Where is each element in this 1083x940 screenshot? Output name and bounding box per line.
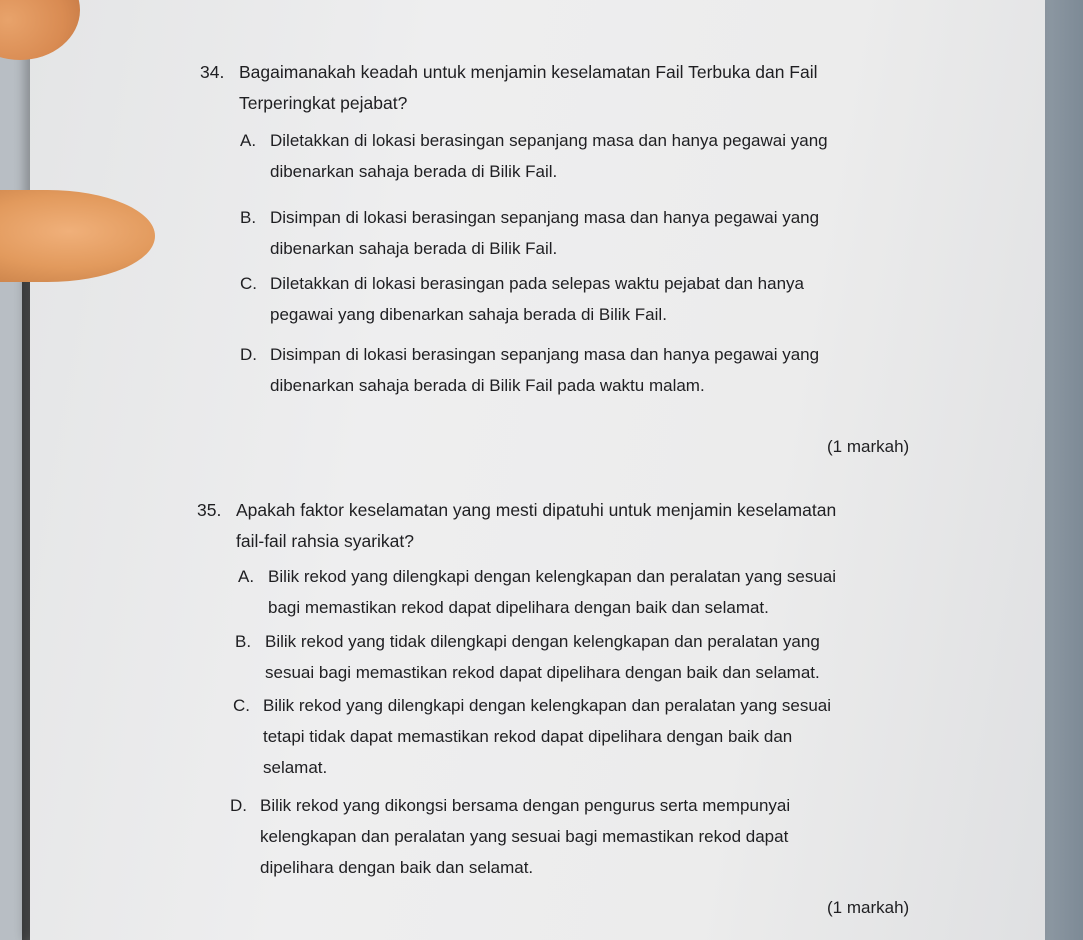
exam-paper	[30, 0, 1045, 940]
option-text	[268, 561, 836, 623]
option-line: dibenarkan sahaja berada di Bilik Fail.	[270, 239, 558, 258]
question-stem	[239, 57, 818, 119]
option-letter: A.	[240, 131, 257, 150]
option-line: sesuai bagi memastikan rekod dapat dipelihara dengan baik dan selamat.	[265, 663, 820, 682]
q34-option-d	[240, 339, 819, 401]
question-stem-line: Bagaimanakah keadah untuk menjamin keselamatan Fail Terbuka dan Fail	[239, 62, 818, 82]
question-35	[197, 495, 836, 557]
option-line: Diletakkan di lokasi berasingan sepanjang masa dan hanya pegawai yang	[270, 131, 828, 150]
option-text	[270, 268, 804, 330]
question-34	[200, 57, 818, 119]
option-letter: C.	[240, 274, 257, 293]
q35-option-d	[230, 790, 790, 883]
option-line: dipelihara dengan baik dan selamat.	[260, 858, 534, 877]
q35-option-c	[233, 690, 831, 783]
option-line: bagi memastikan rekod dapat dipelihara dengan baik dan selamat.	[268, 598, 769, 617]
question-stem	[236, 495, 836, 557]
option-line: Diletakkan di lokasi berasingan pada selepas waktu pejabat dan hanya	[270, 274, 804, 293]
q34-option-a	[240, 125, 828, 187]
option-letter: C.	[233, 696, 250, 715]
q34-option-c	[240, 268, 804, 330]
option-line: Bilik rekod yang dilengkapi dengan kelengkapan dan peralatan yang sesuai	[268, 567, 837, 586]
option-text	[270, 202, 819, 264]
option-line: Disimpan di lokasi berasingan sepanjang masa dan hanya pegawai yang	[270, 345, 820, 364]
background-edge	[1043, 0, 1083, 940]
q35-marks: (1 markah)	[827, 898, 910, 917]
option-line: Bilik rekod yang tidak dilengkapi dengan kelengkapan dan peralatan yang	[265, 632, 820, 651]
question-stem-line: Terperingkat pejabat?	[239, 93, 408, 113]
option-text	[263, 690, 831, 783]
option-line: dibenarkan sahaja berada di Bilik Fail pada waktu malam.	[270, 376, 705, 395]
option-line: selamat.	[263, 758, 328, 777]
option-line: pegawai yang dibenarkan sahaja berada di Bilik Fail.	[270, 305, 667, 324]
option-letter: D.	[230, 796, 247, 815]
option-line: kelengkapan dan peralatan yang sesuai bagi memastikan rekod dapat	[260, 827, 789, 846]
option-line: Disimpan di lokasi berasingan sepanjang masa dan hanya pegawai yang	[270, 208, 820, 227]
option-letter: A.	[238, 567, 255, 586]
option-text	[265, 626, 820, 688]
q34-marks: (1 markah)	[827, 437, 910, 456]
option-letter: B.	[240, 208, 257, 227]
option-line: tetapi tidak dapat memastikan rekod dapat dipelihara dengan baik dan	[263, 727, 793, 746]
q34-option-b	[240, 202, 819, 264]
q35-option-b	[235, 626, 820, 688]
q35-option-a	[238, 561, 836, 623]
option-line: Bilik rekod yang dikongsi bersama dengan pengurus serta mempunyai	[260, 796, 791, 815]
option-text	[270, 125, 828, 187]
question-stem-line: fail-fail rahsia syarikat?	[236, 531, 414, 551]
option-letter: B.	[235, 632, 252, 651]
option-text	[270, 339, 819, 401]
question-number: 34.	[200, 62, 225, 82]
option-letter: D.	[240, 345, 257, 364]
option-text	[260, 790, 790, 883]
option-line: Bilik rekod yang dilengkapi dengan kelengkapan dan peralatan yang sesuai	[263, 696, 832, 715]
option-line: dibenarkan sahaja berada di Bilik Fail.	[270, 162, 558, 181]
question-stem-line: Apakah faktor keselamatan yang mesti dipatuhi untuk menjamin keselamatan	[236, 500, 837, 520]
question-number: 35.	[197, 500, 222, 520]
